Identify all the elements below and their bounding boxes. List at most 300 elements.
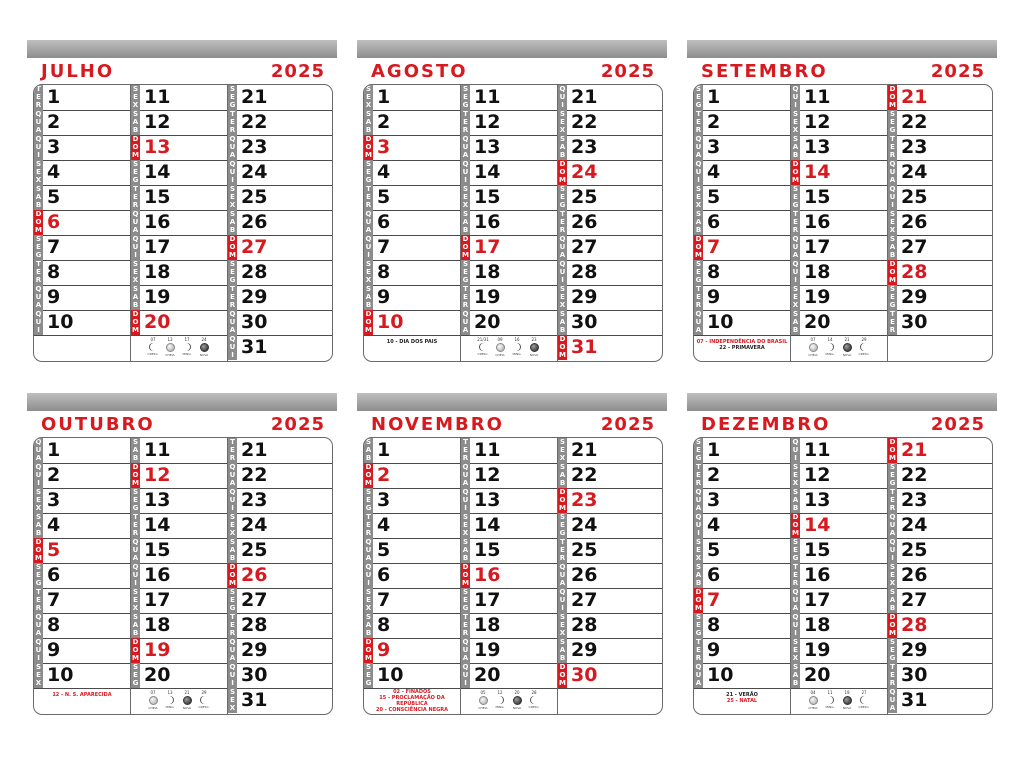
day-cell: [558, 210, 662, 236]
weekday-label: S A B: [792, 310, 799, 334]
day-cell: [364, 638, 460, 664]
day-number: 10: [707, 664, 734, 686]
day-number: 2: [377, 464, 391, 486]
day-number: 6: [377, 564, 391, 586]
day-column-2: [461, 438, 558, 714]
day-cell: [228, 160, 332, 186]
day-cell: [694, 210, 790, 236]
weekday-label: T E R: [792, 210, 799, 234]
weekday-label: Q U A: [365, 210, 372, 234]
weekday-label: T E R: [365, 185, 372, 209]
weekday-label: D O M: [132, 310, 139, 334]
day-cell: [34, 613, 130, 639]
holiday-list: [364, 689, 460, 713]
day-number: 16: [144, 564, 171, 586]
day-number: 31: [241, 689, 268, 711]
day-number: 19: [144, 639, 171, 661]
day-number: 28: [241, 261, 268, 283]
weekday-label: D O M: [559, 663, 566, 687]
moon-phase-label: CRESC.: [528, 705, 540, 709]
weekday-label: S A B: [35, 513, 42, 537]
day-number: 7: [47, 236, 61, 258]
weekday-label: Q U A: [695, 488, 702, 512]
weekday-label: S A B: [365, 438, 372, 462]
moon-phase: [492, 337, 508, 361]
moon-phase-date: 16: [514, 337, 520, 342]
day-number: 24: [571, 514, 598, 536]
day-number: 26: [241, 564, 268, 586]
day-number: 21: [571, 439, 598, 461]
weekday-label: S A B: [229, 210, 236, 234]
day-cell: [888, 185, 992, 211]
weekday-label: T E R: [889, 663, 896, 687]
day-cell: [228, 235, 332, 261]
weekday-label: S E G: [695, 85, 702, 109]
weekday-label: Q U A: [889, 688, 896, 712]
day-number: 10: [377, 664, 404, 686]
weekday-label: Q U I: [35, 638, 42, 662]
day-number: 21: [241, 86, 268, 108]
weekday-label: Q U A: [35, 438, 42, 462]
moon-phase-date: 24: [201, 337, 207, 342]
weekday-label: S A B: [132, 613, 139, 637]
day-number: 14: [804, 161, 831, 183]
day-number: 8: [707, 261, 721, 283]
moon-phase: [822, 337, 838, 361]
day-cell: [791, 638, 887, 664]
day-cell: [461, 438, 557, 464]
weekday-label: T E R: [229, 110, 236, 134]
day-cell: [364, 110, 460, 136]
days-grid: [363, 437, 663, 715]
day-cell: [888, 488, 992, 514]
weekday-label: D O M: [462, 235, 469, 259]
day-number: 2: [707, 111, 721, 133]
weekday-label: Q U A: [229, 310, 236, 334]
day-number: 19: [144, 286, 171, 308]
day-cell: [34, 285, 130, 311]
day-cell: [558, 588, 662, 614]
day-number: 24: [241, 161, 268, 183]
day-number: 27: [571, 236, 598, 258]
day-cell: [131, 85, 227, 111]
day-cell: [131, 110, 227, 136]
day-column-1: [364, 85, 461, 361]
day-cell: [558, 135, 662, 161]
day-cell: [791, 488, 887, 514]
day-cell: [694, 310, 790, 336]
weekday-label: D O M: [365, 310, 372, 334]
moon-phase-date: 17: [184, 337, 190, 342]
day-number: 1: [707, 86, 721, 108]
day-cell: [228, 110, 332, 136]
month-header-bar: [357, 40, 667, 58]
moon-phase-label: CHEIA: [808, 706, 818, 710]
full-moon-icon: [166, 343, 175, 352]
weekday-label: D O M: [889, 613, 896, 637]
day-number: 18: [144, 261, 171, 283]
weekday-label: Q U A: [889, 513, 896, 537]
day-cell: [558, 285, 662, 311]
day-number: 21: [571, 86, 598, 108]
moon-phase: [162, 690, 178, 714]
day-cell: [364, 235, 460, 261]
day-number: 8: [47, 261, 61, 283]
day-cell: [34, 160, 130, 186]
day-number: 17: [144, 236, 171, 258]
day-number: 21: [901, 86, 928, 108]
day-number: 20: [474, 311, 501, 333]
weekday-label: Q U I: [889, 185, 896, 209]
day-cell: [34, 310, 130, 336]
day-number: 18: [144, 614, 171, 636]
month-year: 2025: [600, 61, 655, 82]
moon-phase: [526, 337, 542, 361]
day-number: 27: [241, 589, 268, 611]
weekday-label: Q U A: [229, 638, 236, 662]
day-cell: [558, 638, 662, 664]
day-cell: [791, 538, 887, 564]
waxing-moon-icon: [860, 343, 868, 351]
day-cell: [34, 235, 130, 261]
weekday-label: S E G: [229, 588, 236, 612]
day-number: 7: [47, 589, 61, 611]
day-number: 29: [241, 286, 268, 308]
day-cell: [694, 538, 790, 564]
day-cell: [34, 85, 130, 111]
day-cell: [131, 310, 227, 336]
day-number: 27: [901, 589, 928, 611]
month-name: DEZEMBRO: [701, 414, 831, 435]
day-cell: [461, 185, 557, 211]
day-number: 6: [47, 564, 61, 586]
day-cell: [364, 588, 460, 614]
month-name: SETEMBRO: [701, 61, 828, 82]
weekday-label: S E G: [365, 488, 372, 512]
day-cell: [364, 663, 460, 689]
month-name: NOVEMBRO: [371, 414, 504, 435]
day-cell: [228, 260, 332, 286]
day-cell: [228, 638, 332, 664]
weekday-label: S E G: [35, 235, 42, 259]
day-number: 3: [707, 489, 721, 511]
moon-phase-date: 14: [827, 337, 833, 342]
day-number: 31: [241, 336, 268, 358]
day-cell: [888, 638, 992, 664]
weekday-label: Q U A: [695, 663, 702, 687]
day-cell: [228, 663, 332, 689]
day-cell: [228, 335, 332, 360]
moon-phase-date: 29: [201, 690, 207, 695]
weekday-label: D O M: [462, 563, 469, 587]
day-number: 3: [377, 489, 391, 511]
day-cell: [461, 260, 557, 286]
holiday-item: 15 - PROCLAMAÇÃO DA REPÚBLICA: [379, 695, 445, 707]
day-number: 4: [707, 161, 721, 183]
day-number: 13: [474, 489, 501, 511]
day-cell: [461, 538, 557, 564]
day-number: 7: [707, 589, 721, 611]
moon-phase-label: MING.: [825, 705, 835, 709]
day-cell: [694, 488, 790, 514]
day-number: 25: [571, 186, 598, 208]
day-number: 19: [474, 286, 501, 308]
moon-phase-label: CHEIA: [165, 353, 175, 357]
day-cell: [228, 513, 332, 539]
weekday-label: S A B: [365, 613, 372, 637]
moon-phase: [822, 690, 838, 714]
weekday-label: T E R: [462, 613, 469, 637]
day-cell: [364, 160, 460, 186]
day-cell: [364, 85, 460, 111]
weekday-label: Q U I: [35, 463, 42, 487]
weekday-label: T E R: [792, 563, 799, 587]
day-number: 25: [241, 539, 268, 561]
day-number: 4: [47, 161, 61, 183]
weekday-label: D O M: [559, 335, 566, 359]
day-number: 11: [144, 86, 171, 108]
day-column-1: [364, 438, 461, 714]
day-number: 23: [241, 136, 268, 158]
weekday-label: Q U I: [462, 160, 469, 184]
day-column-2: [791, 438, 888, 714]
day-cell: [364, 613, 460, 639]
day-cell: [694, 663, 790, 689]
weekday-label: Q U I: [559, 588, 566, 612]
full-moon-icon: [496, 343, 505, 352]
day-number: 15: [804, 539, 831, 561]
moon-phases: [145, 690, 209, 714]
day-cell: [34, 210, 130, 236]
weekday-label: S A B: [462, 538, 469, 562]
day-cell: [694, 588, 790, 614]
day-cell: [228, 185, 332, 211]
weekday-label: Q U A: [35, 285, 42, 309]
day-cell: [364, 185, 460, 211]
day-cell: [694, 235, 790, 261]
day-cell: [694, 438, 790, 464]
moon-phase-label: MING.: [825, 352, 835, 356]
day-number: 11: [474, 86, 501, 108]
weekday-label: S E X: [559, 110, 566, 134]
day-cell: [131, 235, 227, 261]
moon-phase-label: NOVA: [529, 353, 539, 357]
weekday-label: Q U I: [559, 85, 566, 109]
weekday-label: S A B: [889, 588, 896, 612]
weekday-label: T E R: [35, 588, 42, 612]
day-cell: [131, 588, 227, 614]
day-number: 9: [47, 286, 61, 308]
day-number: 23: [901, 136, 928, 158]
weekday-label: Q U A: [792, 235, 799, 259]
day-column-1: [34, 85, 131, 361]
day-cell: [888, 588, 992, 614]
day-cell: [888, 513, 992, 539]
day-cell: [694, 185, 790, 211]
day-number: 16: [804, 211, 831, 233]
day-number: 17: [804, 236, 831, 258]
day-cell: [694, 563, 790, 589]
holiday-item: 12 - N. S. APARECIDA: [52, 692, 112, 698]
weekday-label: D O M: [792, 513, 799, 537]
day-cell: [694, 638, 790, 664]
day-number: 25: [901, 186, 928, 208]
month-header-bar: [357, 393, 667, 411]
weekday-label: T E R: [889, 488, 896, 512]
day-number: 20: [144, 664, 171, 686]
moon-phase-label: MING.: [165, 705, 175, 709]
weekday-label: S A B: [462, 210, 469, 234]
day-column-3: [228, 438, 332, 714]
day-cell: [131, 185, 227, 211]
day-number: 4: [47, 514, 61, 536]
weekday-label: T E R: [229, 285, 236, 309]
weekday-label: Q U A: [229, 135, 236, 159]
day-column-2: [131, 85, 228, 361]
weekday-label: S A B: [132, 438, 139, 462]
moon-phase-date: 07: [810, 337, 816, 342]
moon-phase-label: CHEIA: [478, 706, 488, 710]
day-number: 29: [571, 639, 598, 661]
weekday-label: S A B: [559, 638, 566, 662]
day-number: 30: [241, 311, 268, 333]
weekday-label: S E G: [132, 663, 139, 687]
day-number: 12: [804, 464, 831, 486]
day-number: 15: [804, 186, 831, 208]
day-number: 1: [47, 86, 61, 108]
weekday-label: Q U I: [792, 438, 799, 462]
day-number: 4: [377, 161, 391, 183]
day-number: 11: [804, 86, 831, 108]
weekday-label: S E X: [792, 110, 799, 134]
weekday-label: S A B: [792, 663, 799, 687]
day-number: 16: [144, 211, 171, 233]
weekday-label: Q U A: [559, 563, 566, 587]
day-cell: [888, 688, 992, 713]
day-number: 5: [377, 186, 391, 208]
moon-phase: [179, 337, 195, 361]
weekday-label: S E X: [132, 85, 139, 109]
holiday-list: [694, 692, 790, 704]
day-number: 9: [377, 639, 391, 661]
day-number: 24: [901, 514, 928, 536]
month-panel-julho: [27, 40, 337, 375]
day-number: 28: [901, 261, 928, 283]
holiday-item: 10 - DIA DOS PAIS: [386, 339, 438, 345]
day-number: 15: [144, 186, 171, 208]
day-number: 3: [47, 489, 61, 511]
weekday-label: Q U I: [365, 563, 372, 587]
weekday-label: S A B: [229, 538, 236, 562]
day-cell: [364, 538, 460, 564]
day-number: 6: [707, 564, 721, 586]
new-moon-icon: [513, 696, 522, 705]
day-number: 17: [804, 589, 831, 611]
month-header-bar: [687, 40, 997, 58]
weekday-label: Q U I: [462, 488, 469, 512]
day-number: 30: [571, 311, 598, 333]
full-moon-icon: [149, 696, 158, 705]
weekday-label: S A B: [695, 563, 702, 587]
day-column-2: [791, 85, 888, 361]
day-cell: [228, 438, 332, 464]
month-panel-setembro: [687, 40, 997, 375]
day-cell: [558, 663, 662, 689]
moon-phase-date: 04: [810, 690, 816, 695]
moon-phase-date: 21: [184, 690, 190, 695]
weekday-label: S E X: [792, 463, 799, 487]
weekday-label: Q U A: [889, 160, 896, 184]
weekday-label: D O M: [559, 160, 566, 184]
weekday-label: S A B: [792, 135, 799, 159]
day-cell: [791, 85, 887, 111]
day-cell: [228, 85, 332, 111]
weekday-label: Q U A: [35, 110, 42, 134]
weekday-label: Q U I: [792, 613, 799, 637]
moon-phase-label: NOVA: [842, 353, 852, 357]
weekday-label: S A B: [695, 210, 702, 234]
moon-phases: [475, 690, 539, 714]
day-number: 5: [707, 186, 721, 208]
day-cell: [791, 588, 887, 614]
weekday-label: S E G: [462, 85, 469, 109]
day-cell: [34, 260, 130, 286]
weekday-label: S E G: [559, 185, 566, 209]
days-grid: [693, 84, 993, 362]
moon-phase-label: CHEIA: [495, 353, 505, 357]
day-cell: [558, 310, 662, 336]
day-cell: [131, 135, 227, 161]
weekday-label: S E G: [695, 260, 702, 284]
day-cell: [131, 638, 227, 664]
moon-phase-label: CRESC.: [858, 705, 870, 709]
day-cell: [558, 260, 662, 286]
day-number: 30: [901, 311, 928, 333]
day-number: 9: [707, 639, 721, 661]
day-cell: [558, 463, 662, 489]
day-cell: [888, 613, 992, 639]
moon-phase: [475, 337, 491, 361]
day-cell: [461, 110, 557, 136]
weekday-label: Q U A: [462, 135, 469, 159]
day-cell: [228, 588, 332, 614]
day-cell: [694, 85, 790, 111]
day-cell: [131, 613, 227, 639]
weekday-label: T E R: [229, 613, 236, 637]
day-number: 13: [804, 489, 831, 511]
day-cell: [461, 638, 557, 664]
day-cell: [461, 588, 557, 614]
weekday-label: S E G: [695, 613, 702, 637]
month-year: 2025: [930, 414, 985, 435]
day-cell: [791, 185, 887, 211]
weekday-label: T E R: [695, 638, 702, 662]
day-cell: [461, 135, 557, 161]
days-grid: [33, 84, 333, 362]
weekday-label: S A B: [889, 235, 896, 259]
day-cell: [131, 663, 227, 689]
day-number: 15: [474, 186, 501, 208]
day-cell: [364, 513, 460, 539]
day-number: 7: [707, 236, 721, 258]
day-cell: [791, 110, 887, 136]
weekday-label: D O M: [559, 488, 566, 512]
day-number: 13: [474, 136, 501, 158]
weekday-label: T E R: [695, 110, 702, 134]
weekday-label: Q U I: [792, 260, 799, 284]
day-cell: [228, 488, 332, 514]
weekday-label: Q U I: [559, 260, 566, 284]
